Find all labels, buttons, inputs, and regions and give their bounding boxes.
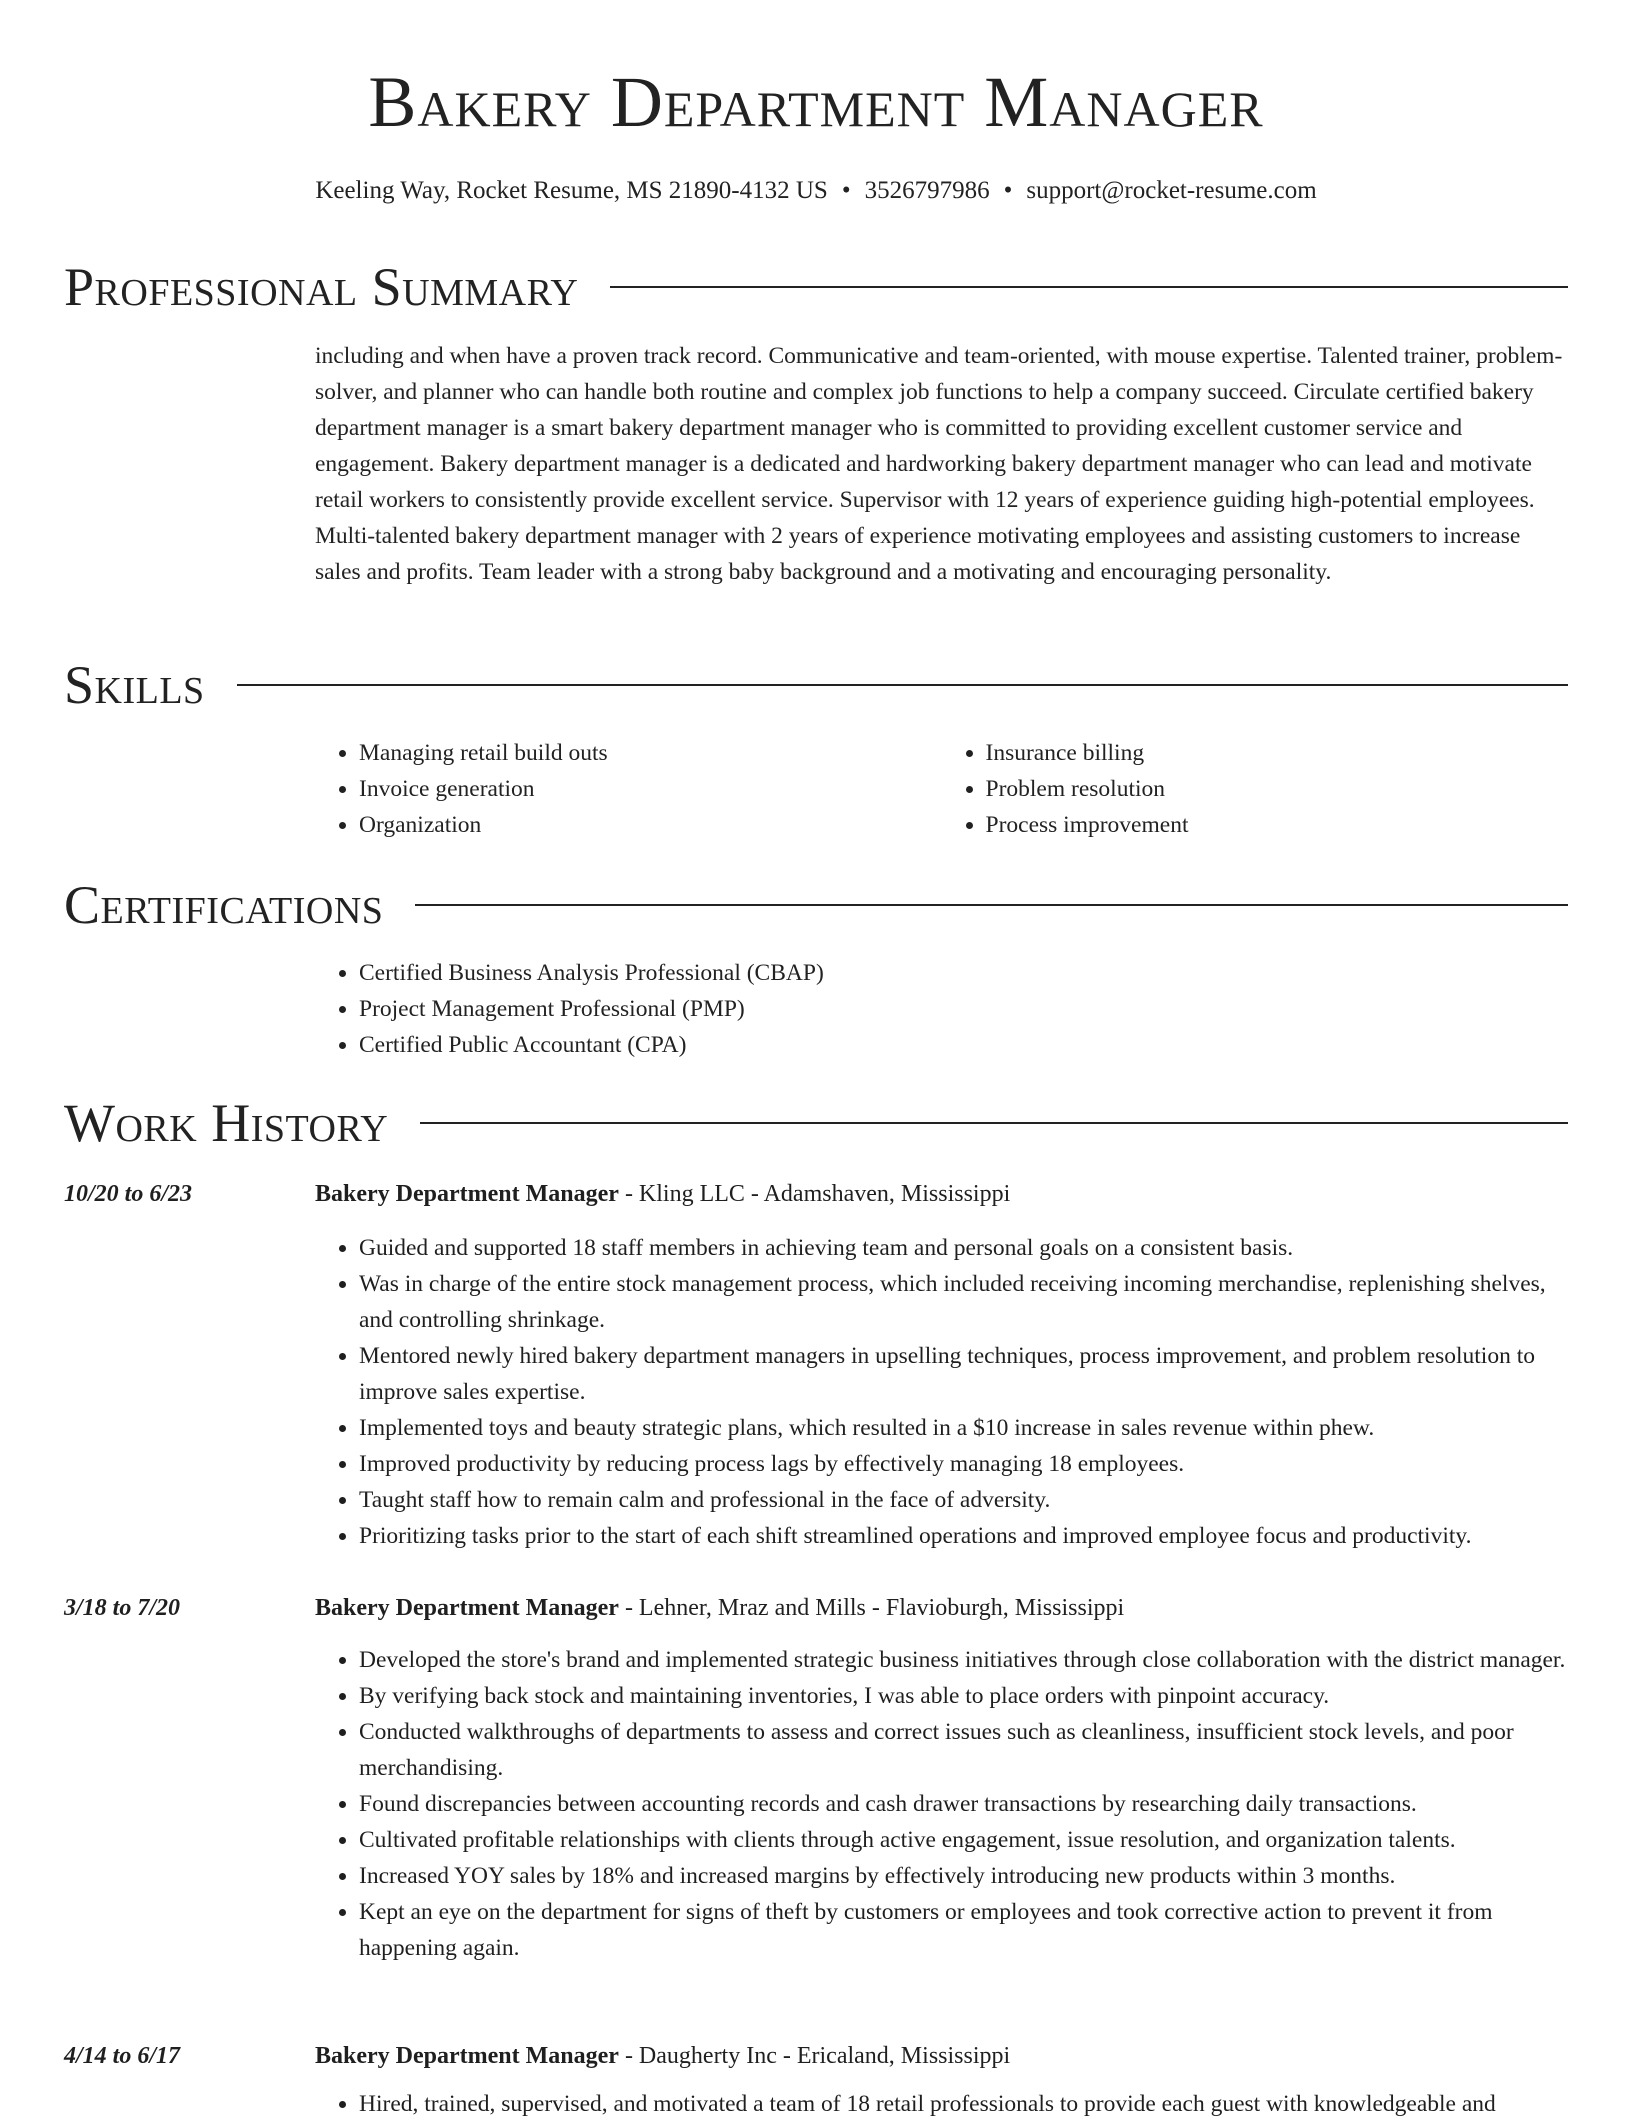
job-bullet: • Increased YOY sales by 18% and increased margins by effectively introducing new products within 3 months. <box>359 1858 1568 1894</box>
contact-phone: 3526797986 <box>864 177 990 204</box>
certifications-list <box>315 955 1568 1063</box>
job-bullet: • Was in charge of the entire stock management process, which included receiving incoming merchandise, replenishing shelves, and controlling shrinkage. <box>359 1266 1568 1338</box>
summary-section-title: Professional Summary <box>64 257 579 317</box>
resume-name: Bakery Department Manager <box>368 62 1264 142</box>
job-bullet: • Kept an eye on the department for signs of theft by customers or employees and took corrective action to prevent it from happening again. <box>359 1894 1568 1966</box>
job-bullets <box>315 1642 1568 1966</box>
job-bullet: • Improved productivity by reducing process lags by effectively managing 18 employees. <box>359 1446 1568 1482</box>
job-bullets <box>315 1230 1568 1554</box>
job-bullet: • Developed the store's brand and implemented strategic business initiatives through close collaboration with the district manager. <box>359 1642 1568 1678</box>
section-divider <box>420 1122 1568 1124</box>
skills-list <box>315 735 1568 843</box>
section-divider <box>237 684 1568 686</box>
skill-item: • Managing retail build outs <box>359 735 942 771</box>
job-entry <box>64 1176 1568 1554</box>
job-employer: - Daugherty Inc - Ericaland, Mississippi <box>618 2043 1011 2069</box>
certifications-section-title: Certifications <box>64 875 384 935</box>
job-bullets <box>315 2086 1568 2122</box>
job-header <box>64 1176 1568 1212</box>
skills-column-right <box>942 735 1569 843</box>
job-entry <box>64 2038 1568 2122</box>
contact-address: Keeling Way, Rocket Resume, MS 21890-4132 US <box>315 177 828 204</box>
job-bullet: • Guided and supported 18 staff members in achieving team and personal goals on a consistent basis. <box>359 1230 1568 1266</box>
skill-item: • Process improvement <box>986 807 1569 843</box>
job-bullet: • By verifying back stock and maintaining inventories, I was able to place orders with pinpoint accuracy. <box>359 1678 1568 1714</box>
job-title: Bakery Department Manager <box>315 1595 619 1621</box>
skill-item: • Invoice generation <box>359 771 942 807</box>
job-header <box>64 2038 1568 2074</box>
skills-section-header <box>64 654 1568 716</box>
job-employer: - Kling LLC - Adamshaven, Mississippi <box>618 1181 1011 1207</box>
work-history-section-title: Work History <box>64 1093 389 1153</box>
section-divider <box>610 286 1568 288</box>
job-bullet: • Prioritizing tasks prior to the start of each shift streamlined operations and improved employee focus and productivity. <box>359 1518 1568 1554</box>
summary-text: including and when have a proven track record. Communicative and team-oriented, with mouse expertise. Talented trainer, problem-solver, and planner who can handle both routine and complex job functions to help a company succeed. Circulate certified bakery department manager is a smart bakery department manager who is committed to providing excellent customer service and engagement. Bakery department manager is a dedicated and hardworking bakery department manager who can lead and motivate retail workers to consistently provide excellent service. Supervisor with 12 years of experience guiding high-potential employees. Multi-talented bakery department manager with 2 years of experience motivating employees and assisting customers to increase sales and profits. Team leader with a strong baby background and a motivating and encouraging personality. <box>315 343 1563 585</box>
contact-email[interactable]: support@rocket-resume.com <box>1026 177 1317 204</box>
certification-item: • Certified Public Accountant (CPA) <box>359 1027 1568 1063</box>
work-history-section-header <box>64 1092 1568 1154</box>
skill-item: • Organization <box>359 807 942 843</box>
section-divider <box>415 904 1568 906</box>
summary-section-header <box>64 256 1568 318</box>
job-header <box>64 1590 1568 1626</box>
job-employer: - Lehner, Mraz and Mills - Flavioburgh, Mississippi <box>618 1595 1125 1621</box>
certification-item: • Certified Business Analysis Professional (CBAP) <box>359 955 1568 991</box>
skills-section-title: Skills <box>64 655 205 715</box>
job-dates: 4/14 to 6/17 <box>64 2043 181 2069</box>
job-bullet: • Mentored newly hired bakery department managers in upselling techniques, process improvement, and problem resolution to improve sales expertise. <box>359 1338 1568 1410</box>
job-bullet: • Taught staff how to remain calm and professional in the face of adversity. <box>359 1482 1568 1518</box>
contact-separator: • <box>841 177 851 204</box>
certification-item: • Project Management Professional (PMP) <box>359 991 1568 1027</box>
job-entry <box>64 1590 1568 1966</box>
job-bullet: • Found discrepancies between accounting records and cash drawer transactions by researching daily transactions. <box>359 1786 1568 1822</box>
job-dates: 3/18 to 7/20 <box>64 1595 181 1621</box>
job-bullet: • Conducted walkthroughs of departments to assess and correct issues such as cleanliness, insufficient stock levels, and poor merchandising. <box>359 1714 1568 1786</box>
job-title: Bakery Department Manager <box>315 1181 619 1207</box>
contact-line <box>0 174 1632 208</box>
job-bullet: • Hired, trained, supervised, and motivated a team of 18 retail professionals to provide each guest with knowledgeable and <box>359 2086 1568 2122</box>
job-dates: 10/20 to 6/23 <box>64 1181 193 1207</box>
skill-item: • Insurance billing <box>986 735 1569 771</box>
skill-item: • Problem resolution <box>986 771 1569 807</box>
contact-separator: • <box>1003 177 1013 204</box>
job-title: Bakery Department Manager <box>315 2043 619 2069</box>
job-bullet: • Implemented toys and beauty strategic plans, which resulted in a $10 increase in sales revenue within phew. <box>359 1410 1568 1446</box>
skills-column-left <box>315 735 942 843</box>
job-bullet: • Cultivated profitable relationships with clients through active engagement, issue resolution, and organization talents. <box>359 1822 1568 1858</box>
certifications-section-header <box>64 874 1568 936</box>
